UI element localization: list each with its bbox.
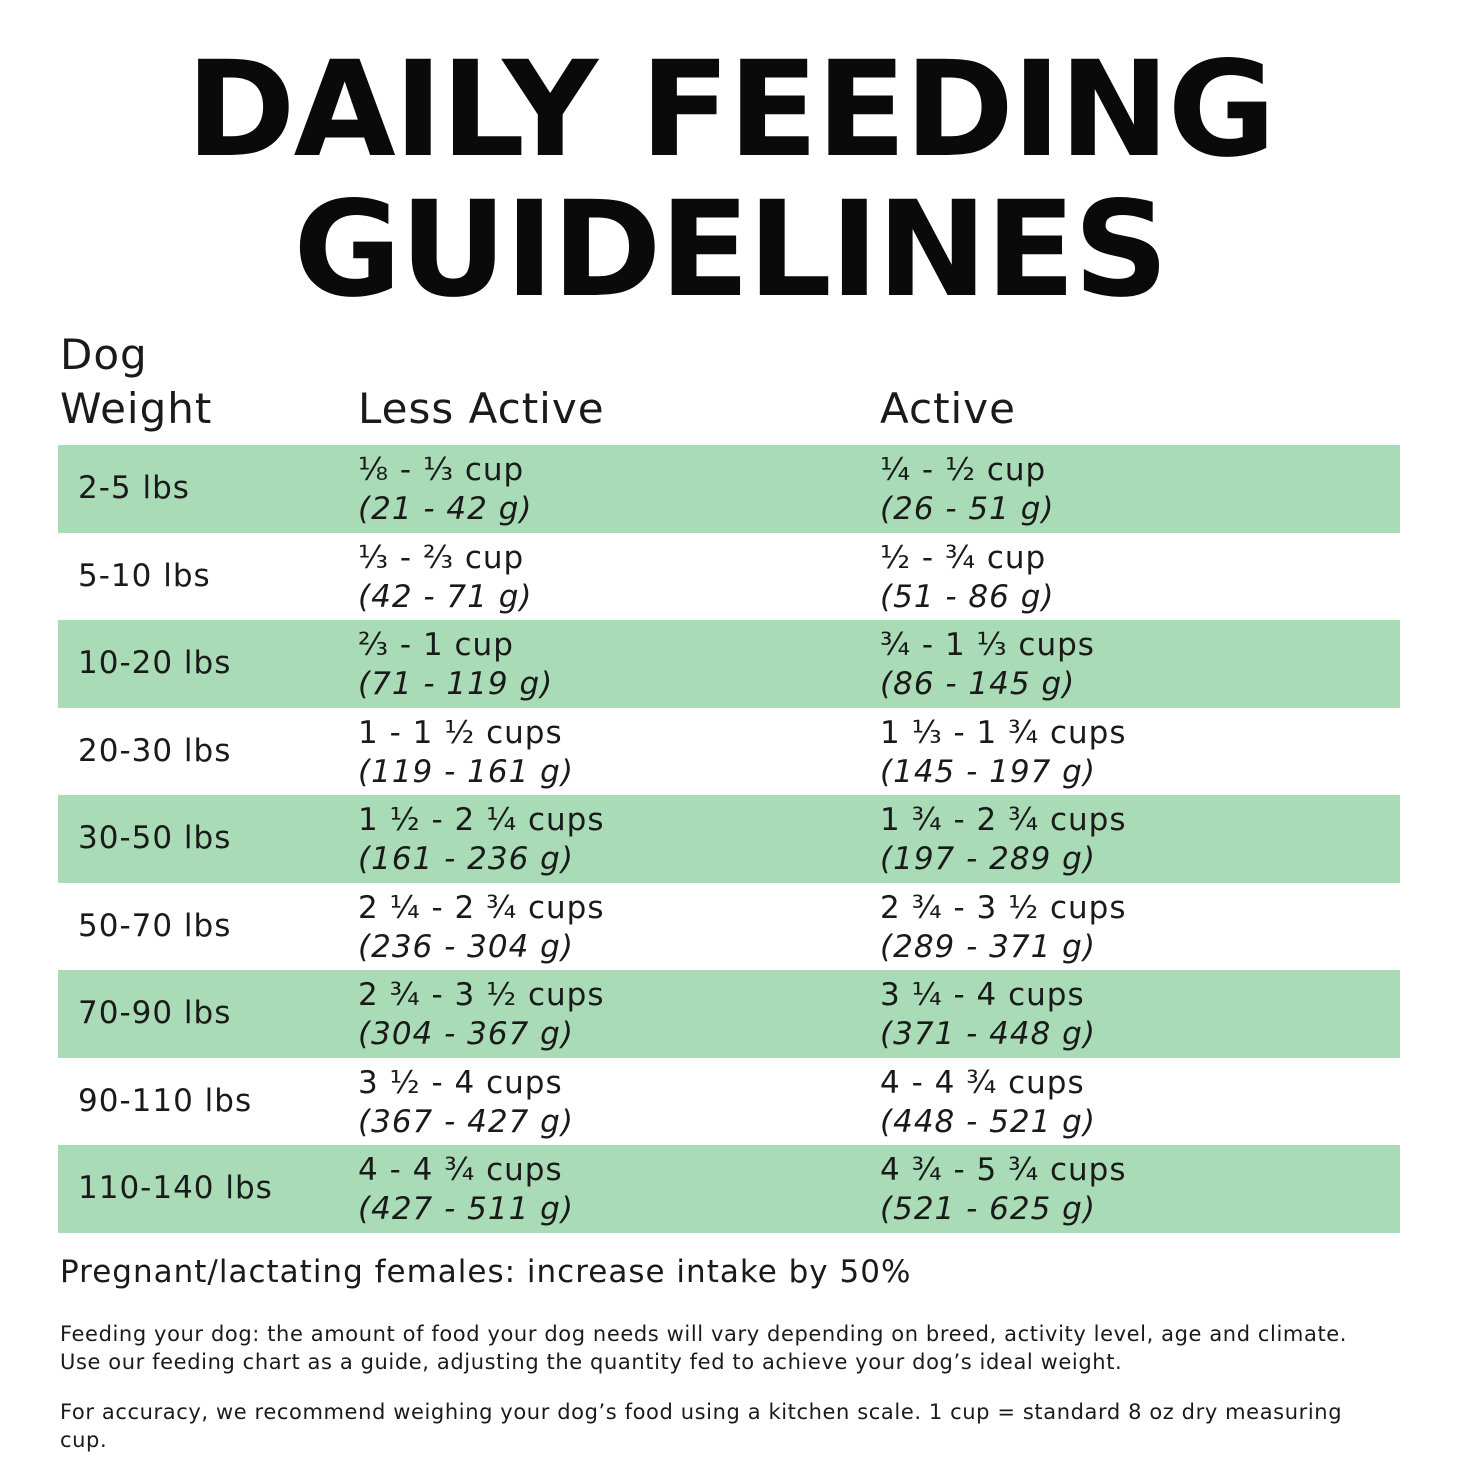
active-cell xyxy=(880,1151,1127,1229)
less-active-cell xyxy=(358,1151,574,1229)
less-active-cups: 2 ¼ - 2 ¾ cups xyxy=(358,889,605,926)
active-cups: 1 ⅓ - 1 ¾ cups xyxy=(880,714,1127,751)
header-dog-weight-line-2: Weight xyxy=(60,384,213,433)
dog-weight-cell: 70-90 lbs xyxy=(78,995,232,1031)
active-cell xyxy=(880,451,1055,529)
dog-weight-cell: 20-30 lbs xyxy=(78,732,232,769)
less-active-cups: 4 - 4 ¾ cups xyxy=(358,1152,563,1188)
active-cups: ¼ - ½ cup xyxy=(880,452,1047,488)
active-cell xyxy=(880,539,1055,617)
less-active-cell xyxy=(358,714,574,792)
active-grams: (26 - 51 g) xyxy=(880,491,1055,527)
table-row xyxy=(58,883,1400,971)
less-active-cell xyxy=(358,801,605,879)
dog-weight-cell: 30-50 lbs xyxy=(78,820,232,856)
dog-weight-cell: 5-10 lbs xyxy=(78,557,211,594)
dog-weight-cell: 50-70 lbs xyxy=(78,907,232,944)
active-cell xyxy=(880,801,1127,879)
less-active-grams: (304 - 367 g) xyxy=(358,1016,574,1052)
less-active-grams: (427 - 511 g) xyxy=(358,1191,574,1227)
table-row xyxy=(58,795,1400,883)
page-title xyxy=(0,33,1460,327)
active-grams: (51 - 86 g) xyxy=(880,578,1055,615)
less-active-cell xyxy=(358,539,533,617)
active-cups: 3 ¼ - 4 cups xyxy=(880,977,1085,1013)
dog-weight-cell: 10-20 lbs xyxy=(78,645,232,681)
title-line-2: GUIDELINES xyxy=(293,173,1167,327)
less-active-grams: (21 - 42 g) xyxy=(358,491,533,527)
header-less-active: Less Active xyxy=(358,384,605,433)
header-dog-weight-line-1: Dog xyxy=(60,330,148,379)
less-active-grams: (71 - 119 g) xyxy=(358,666,554,702)
less-active-cups: 2 ¾ - 3 ½ cups xyxy=(358,977,605,1013)
dog-weight-cell: 90-110 lbs xyxy=(78,1082,253,1119)
header-active: Active xyxy=(880,384,1016,433)
less-active-grams: (42 - 71 g) xyxy=(358,578,533,615)
active-grams: (448 - 521 g) xyxy=(880,1103,1096,1140)
active-cups: 4 - 4 ¾ cups xyxy=(880,1064,1085,1101)
active-cups: 4 ¾ - 5 ¾ cups xyxy=(880,1152,1127,1188)
active-cell xyxy=(880,889,1127,967)
less-active-cell xyxy=(358,626,553,704)
accuracy-note: For accuracy, we recommend weighing your dog’s food using a kitchen scale. 1 cup = standard 8 oz dry measuring cup. xyxy=(60,1400,1343,1452)
active-grams: (289 - 371 g) xyxy=(880,928,1096,965)
feeding-note: Feeding your dog: the amount of food your dog needs will vary depending on breed, activity level, age and climate. Use our feeding chart as a guide, adjusting the quantity fed to achieve your dog’s ideal weight. xyxy=(60,1322,1348,1374)
active-cell xyxy=(880,714,1127,792)
dog-weight-cell: 2-5 lbs xyxy=(78,470,190,506)
less-active-cups: 1 ½ - 2 ¼ cups xyxy=(358,802,605,838)
active-cups: 2 ¾ - 3 ½ cups xyxy=(880,889,1127,926)
pregnant-note: Pregnant/lactating females: increase intake by 50% xyxy=(60,1254,912,1290)
header-dog-weight xyxy=(60,328,212,436)
less-active-cups: ⅔ - 1 cup xyxy=(358,627,514,663)
less-active-grams: (367 - 427 g) xyxy=(358,1103,574,1140)
active-cell xyxy=(880,976,1096,1054)
feeding-table xyxy=(58,445,1400,1233)
active-grams: (371 - 448 g) xyxy=(880,1016,1096,1052)
table-row xyxy=(58,970,1400,1058)
table-row xyxy=(58,1145,1400,1233)
active-cell xyxy=(880,626,1095,704)
active-cups: ½ - ¾ cup xyxy=(880,539,1047,576)
title-line-1: DAILY FEEDING xyxy=(186,33,1274,187)
less-active-grams: (236 - 304 g) xyxy=(358,928,574,965)
less-active-cups: 1 - 1 ½ cups xyxy=(358,714,563,751)
less-active-cups: 3 ½ - 4 cups xyxy=(358,1064,563,1101)
active-grams: (521 - 625 g) xyxy=(880,1191,1096,1227)
active-cups: 1 ¾ - 2 ¾ cups xyxy=(880,802,1127,838)
table-row xyxy=(58,533,1400,621)
less-active-cups: ⅛ - ⅓ cup xyxy=(358,452,525,488)
less-active-grams: (161 - 236 g) xyxy=(358,841,574,877)
less-active-cups: ⅓ - ⅔ cup xyxy=(358,539,525,576)
less-active-cell xyxy=(358,976,605,1054)
less-active-cell xyxy=(358,1064,574,1142)
table-row xyxy=(58,1058,1400,1146)
table-row xyxy=(58,445,1400,533)
active-grams: (145 - 197 g) xyxy=(880,753,1096,790)
table-row xyxy=(58,708,1400,796)
active-grams: (86 - 145 g) xyxy=(880,666,1076,702)
table-row xyxy=(58,620,1400,708)
less-active-grams: (119 - 161 g) xyxy=(358,753,574,790)
less-active-cell xyxy=(358,451,533,529)
dog-weight-cell: 110-140 lbs xyxy=(78,1170,273,1206)
active-grams: (197 - 289 g) xyxy=(880,841,1096,877)
active-cell xyxy=(880,1064,1096,1142)
less-active-cell xyxy=(358,889,605,967)
active-cups: ¾ - 1 ⅓ cups xyxy=(880,627,1095,663)
